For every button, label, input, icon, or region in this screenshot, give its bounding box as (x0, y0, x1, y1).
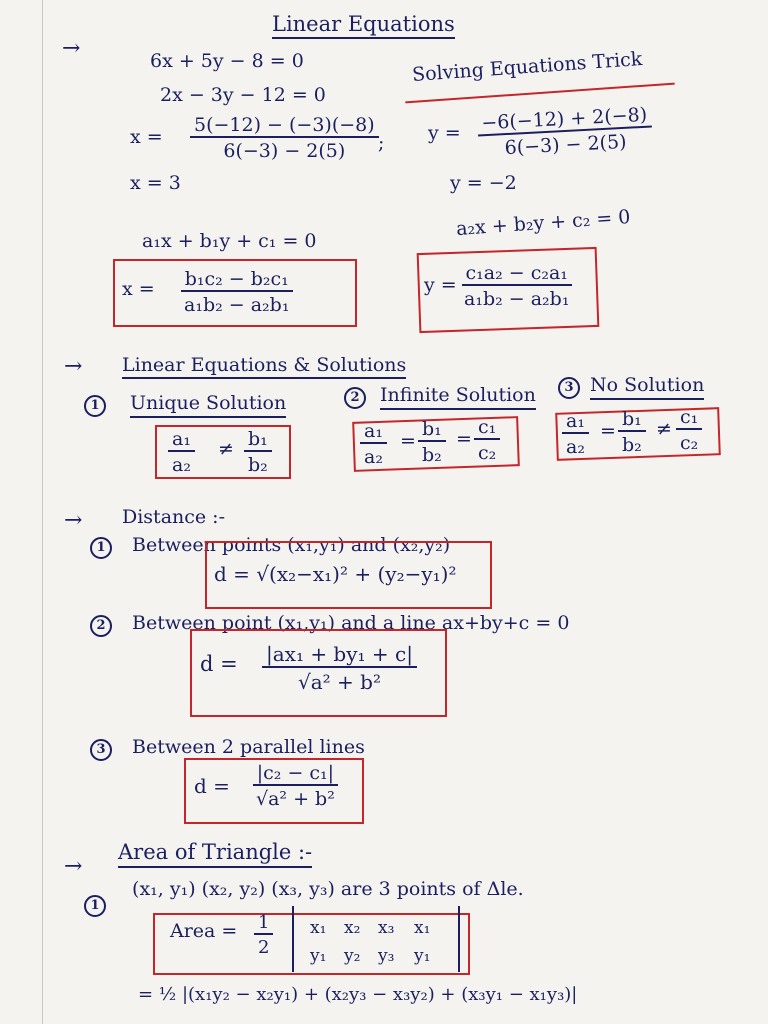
number-2-icon: 2 (344, 387, 366, 409)
area-heading (118, 842, 312, 863)
gy-denominator: a₁b₂ − a₂b₁ (464, 288, 570, 310)
a-denominator: a₂ (364, 446, 383, 468)
f3-label: d = (194, 774, 230, 798)
area-label: Area = (170, 920, 238, 942)
b-denominator: b₂ (422, 444, 442, 466)
a-denominator: a₂ (172, 454, 191, 476)
y-denominator: 6(−3) − 2(5) (504, 130, 628, 160)
not-equal-sign: ≠ (656, 418, 672, 440)
c-numerator: c₁ (676, 406, 702, 430)
gx-numerator: b₁c₂ − b₂c₁ (181, 268, 293, 292)
arrow-icon: → (62, 36, 81, 61)
determinant-left-bar (292, 906, 294, 972)
det-row2-col2: y₂ (344, 946, 361, 966)
number-3-icon: 3 (90, 739, 112, 761)
margin-line (42, 0, 43, 1024)
general-equation-2: a₂x + b₂y + c₂ = 0 (455, 205, 632, 241)
c-denominator: c₂ (680, 432, 699, 454)
x-label: x = (130, 126, 163, 148)
infinite-c-ratio (474, 416, 500, 464)
area-points-text: (x₁, y₁) (x₂, y₂) (x₃, y₃) are 3 points of Δle. (132, 878, 524, 900)
trick-title: Solving Equations Trick (411, 47, 643, 87)
equal-sign: = (400, 430, 416, 452)
number-1-icon: 1 (84, 395, 106, 417)
equation-2: 2x − 3y − 12 = 0 (160, 84, 326, 106)
area-arrow-icon: → (64, 854, 83, 879)
number-1-icon: 1 (84, 895, 106, 917)
gx-fraction (180, 268, 293, 316)
x-numerator: 5(−12) − (−3)(−8) (190, 114, 379, 138)
distance-line-1-text: Between points (x₁,y₁) and (x₂,y₂) (132, 534, 451, 556)
distance-line-3-text: Between 2 parallel lines (132, 736, 365, 758)
c-numerator: c₁ (474, 416, 500, 440)
no-solution-text: No Solution (590, 374, 704, 400)
gx-denominator: a₁b₂ − a₂b₁ (184, 294, 290, 316)
area-heading-text: Area of Triangle :- (118, 840, 312, 868)
number-3-icon: 3 (558, 377, 580, 399)
no-solution-label (558, 376, 704, 399)
f3-numerator: |c₂ − c₁| (253, 762, 338, 786)
b-numerator: b₁ (244, 428, 272, 452)
unique-a-ratio (168, 428, 195, 476)
unique-solution-label (84, 394, 286, 417)
half-denominator: 2 (258, 937, 270, 958)
unique-b-ratio (244, 428, 272, 476)
number-2-icon: 2 (90, 615, 112, 637)
y-label: y = (428, 122, 461, 144)
det-row1-col3: x₃ (378, 918, 395, 938)
gy-numerator: c₁a₂ − c₂a₁ (462, 262, 572, 286)
number-1-icon: 1 (90, 537, 112, 559)
f3-denominator: √a² + b² (256, 788, 335, 810)
a-numerator: a₁ (168, 428, 195, 452)
gy-label: y = (424, 274, 457, 296)
unique-solution-text: Unique Solution (130, 392, 286, 418)
b-denominator: b₂ (248, 454, 268, 476)
half-numerator: 1 (254, 912, 273, 935)
a-denominator: a₂ (566, 436, 585, 458)
det-row1-col2: x₂ (344, 918, 361, 938)
infinite-b-ratio (418, 418, 446, 466)
determinant-right-bar (458, 906, 460, 972)
infinite-solution-text: Infinite Solution (380, 384, 536, 410)
f2-numerator: |ax₁ + by₁ + c| (262, 642, 417, 668)
gy-fraction (460, 262, 573, 310)
area-result: = ½ |(x₁y₂ − x₂y₁) + (x₂y₃ − x₃y₂) + (x₃y₁ − x₁y₃)| (138, 984, 578, 1005)
b-numerator: b₁ (618, 408, 646, 432)
equal-sign: = (456, 428, 472, 450)
a-numerator: a₁ (360, 420, 387, 444)
distance-formula-2-fraction (262, 642, 417, 694)
det-row2-col4: y₁ (414, 946, 431, 966)
f2-denominator: √a² + b² (297, 670, 381, 694)
not-equal-sign: ≠ (218, 438, 234, 460)
b-numerator: b₁ (418, 418, 446, 442)
det-row2-col3: y₃ (378, 946, 395, 966)
distance-heading: Distance :- (122, 506, 226, 528)
solutions-arrow-icon: → (64, 354, 83, 379)
solutions-heading: Linear Equations & Solutions (122, 356, 406, 379)
area-points-line (84, 878, 524, 913)
no-sol-c-ratio (676, 406, 702, 454)
page-title: Linear Equations (272, 14, 455, 39)
equal-sign: = (600, 420, 616, 442)
a-numerator: a₁ (562, 410, 589, 434)
b-denominator: b₂ (622, 434, 642, 456)
trick-underline (405, 83, 674, 104)
infinite-a-ratio (360, 420, 387, 468)
det-row2-col1: y₁ (310, 946, 327, 966)
det-row1-col1: x₁ (310, 918, 327, 938)
no-sol-a-ratio (562, 410, 589, 458)
distance-arrow-icon: → (64, 508, 83, 533)
no-sol-b-ratio (618, 408, 646, 456)
x-result: x = 3 (130, 172, 181, 194)
distance-formula-1: d = √(x₂−x₁)² + (y₂−y₁)² (214, 562, 457, 586)
y-fraction (477, 103, 653, 160)
infinite-solution-label (344, 386, 536, 409)
distance-line-2-text: Between point (x₁,y₁) and a line ax+by+c = 0 (132, 612, 570, 634)
semicolon: ; (378, 132, 385, 154)
x-denominator: 6(−3) − 2(5) (223, 140, 346, 162)
f2-label: d = (200, 652, 238, 676)
det-row1-col4: x₁ (414, 918, 431, 938)
y-result: y = −2 (450, 172, 517, 194)
equation-1: 6x + 5y − 8 = 0 (150, 50, 304, 72)
y-numerator: −6(−12) + 2(−8) (477, 103, 652, 136)
distance-formula-3-fraction (252, 762, 339, 810)
gx-label: x = (122, 278, 155, 300)
area-half (254, 912, 273, 958)
c-denominator: c₂ (478, 442, 497, 464)
general-equation-1: a₁x + b₁y + c₁ = 0 (142, 230, 317, 252)
x-fraction (190, 114, 379, 162)
